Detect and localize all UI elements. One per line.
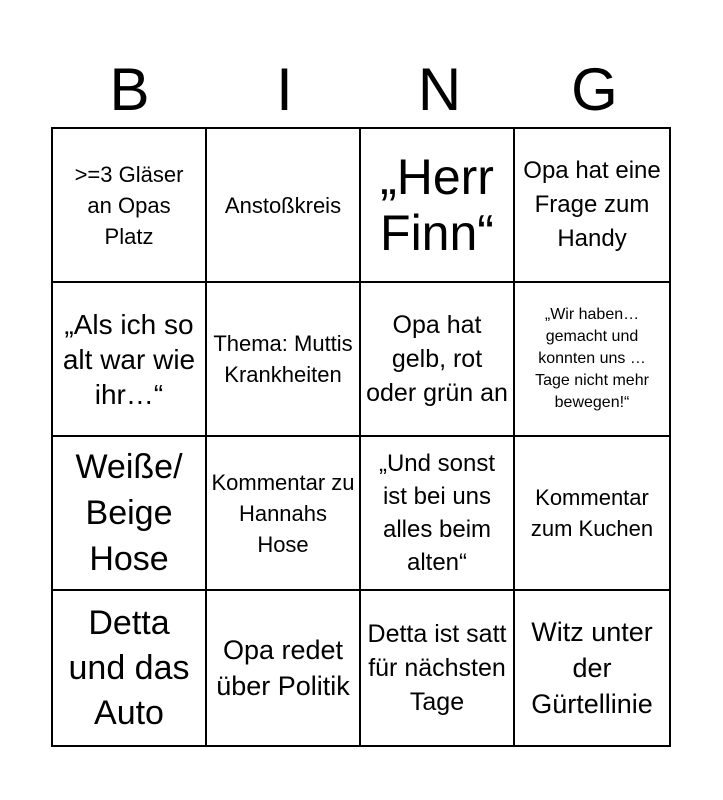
header-letter-b: B	[109, 56, 150, 123]
bingo-cell-text: Opa redet über Politik	[216, 635, 350, 701]
bingo-cell-r2c1[interactable]	[53, 283, 207, 437]
bingo-cell-text: Witz unter der Gürtellinie	[531, 617, 653, 719]
bingo-cell-text: Kommentar zu Hannahs Hose	[211, 469, 355, 557]
bingo-cell-r1c3[interactable]	[361, 129, 515, 283]
bingo-card-grid	[51, 127, 671, 747]
bingo-cell-r1c4[interactable]	[515, 129, 669, 283]
bingo-cell-text: Kommentar zum Kuchen	[530, 485, 654, 541]
bingo-cell-text: Detta ist satt für nächsten Tage	[367, 620, 507, 716]
bingo-cell-r2c3[interactable]	[361, 283, 515, 437]
bingo-cell-text: Weiße/ Beige Hose	[75, 448, 183, 578]
bingo-cell-text: Thema: Muttis Krankheiten	[213, 331, 353, 387]
bingo-cell-r4c1[interactable]	[53, 591, 207, 745]
bingo-cell-r4c3[interactable]	[361, 591, 515, 745]
bingo-cell-r2c2[interactable]	[207, 283, 361, 437]
bingo-cell-text: Detta und das Auto	[68, 603, 190, 732]
bingo-cell-text: Anstoßkreis	[224, 192, 342, 218]
bingo-cell-text: >=3 Gläser an Opas Platz	[74, 161, 184, 249]
bingo-cell-text: „Wir haben… gemacht und konnten uns … Tage nicht mehr bewegen!“	[535, 306, 649, 411]
bingo-cell-text: Opa hat eine Frage zum Handy	[523, 157, 661, 252]
bingo-cell-r4c2[interactable]	[207, 591, 361, 745]
bingo-cell-r4c4[interactable]	[515, 591, 669, 745]
bingo-header	[52, 52, 672, 128]
bingo-cell-text: „Als ich so alt war wie ihr…“	[62, 308, 196, 410]
bingo-cell-r3c1[interactable]	[53, 437, 207, 591]
bingo-cell-r2c4[interactable]	[515, 283, 669, 437]
bingo-cell-text: „Und sonst ist bei uns alles beim alten“	[378, 450, 496, 576]
bingo-cell-text: Opa hat gelb, rot oder grün an	[366, 311, 508, 407]
header-letter-i: I	[276, 56, 293, 123]
bingo-cell-r1c1[interactable]	[53, 129, 207, 283]
bingo-cell-r3c3[interactable]	[361, 437, 515, 591]
bingo-cell-r3c4[interactable]	[515, 437, 669, 591]
bingo-cell-text: „Herr Finn“	[380, 149, 494, 261]
bingo-cell-r1c2[interactable]	[207, 129, 361, 283]
header-letter-n: N	[417, 56, 462, 123]
bingo-cell-r3c2[interactable]	[207, 437, 361, 591]
header-letter-g: G	[571, 56, 618, 123]
